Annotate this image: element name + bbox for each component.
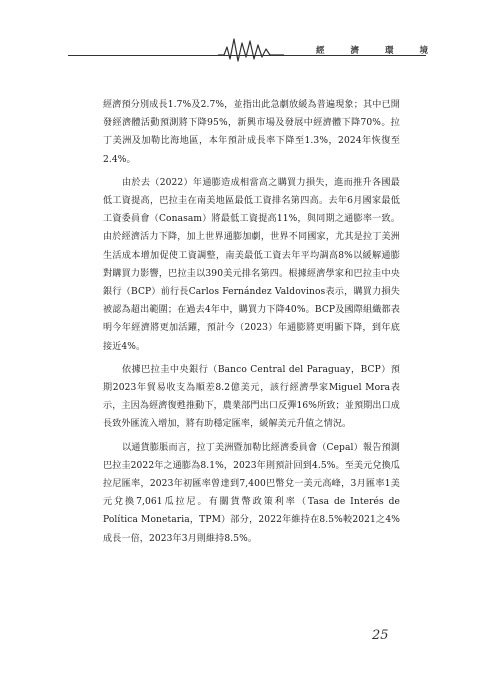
ecg-wave-icon — [218, 37, 284, 63]
paragraph: 經濟預分別成長1.7%及2.7%，並指出此急劇放緩為普遍現象；其中已開發經濟體活動預測將下降95%，新興市場及發展中經濟體下降70%。拉丁美洲及加勒比海地區，本年預計成長率下降至1.3%，2024年恢復至2.4%。 — [103, 100, 400, 165]
page-header — [0, 0, 480, 80]
header-title-char: 境 — [419, 46, 428, 56]
header-title — [316, 44, 428, 56]
page-number: 25 — [372, 628, 389, 643]
paragraph: 以通貨膨脹而言，拉丁美洲暨加勒比經濟委員會（Cepal）報告預測巴拉圭2022年之通膨為8.1%，2023年則預計回到4.5%。至美元兌換瓜拉尼匯率，2023年初匯率曾達到7,400巴幣兌一美元高峰，3月匯率1美元兌換7,061瓜拉尼。有關貨幣政策利率（Tasa de Interés de Política Monetaria，TPM）部分，2022年維持在8.5%較2021之4%成長一倍，2023年3月則維持8.5%。 — [103, 442, 400, 544]
header-title-char: 經 — [316, 46, 325, 56]
header-title-char: 環 — [384, 46, 394, 56]
paragraph: 由於去（2022）年通膨造成相當高之購買力損失，進而推升各國最低工資提高，巴拉圭在南美地區最低工資排名第四高。去年6月國家最低工資委員會（Conasam）將最低工資提高11%，與同期之通膨率一致。由於經濟活力下降，加上世界通膨加劇，世界不同國家，尤其是拉丁美洲生活成本增加促使工資調整，南美最低工資去年平均調高8%以緩解通膨對購買力影響，巴拉圭以390美元排名第四。根據經濟學家和巴拉圭中央銀行（BCP）前行長Carlos Fernández Valdovinos表示，購買力損失被認為超出範圍；在過去4年中，購買力下降40%。BCP及國際組織都表明今年經濟將更加活躍，預計今（2023）年通膨將更明顯下降，到年底接近4%。 — [103, 177, 400, 352]
main-text — [103, 96, 400, 553]
paragraph: 依據巴拉圭中央銀行（Banco Central del Paraguay，BCP）預期2023年貿易收支為順差8.2億美元，該行經濟學家Miguel Mora表示，主因為經濟復甦推動下，農業部門出口反彈16%所致；並預期出口成長致外匯流入增加，將有助穩定匯率，緩解美元升值之情況。 — [103, 364, 400, 430]
header-title-char: 濟 — [350, 46, 359, 56]
